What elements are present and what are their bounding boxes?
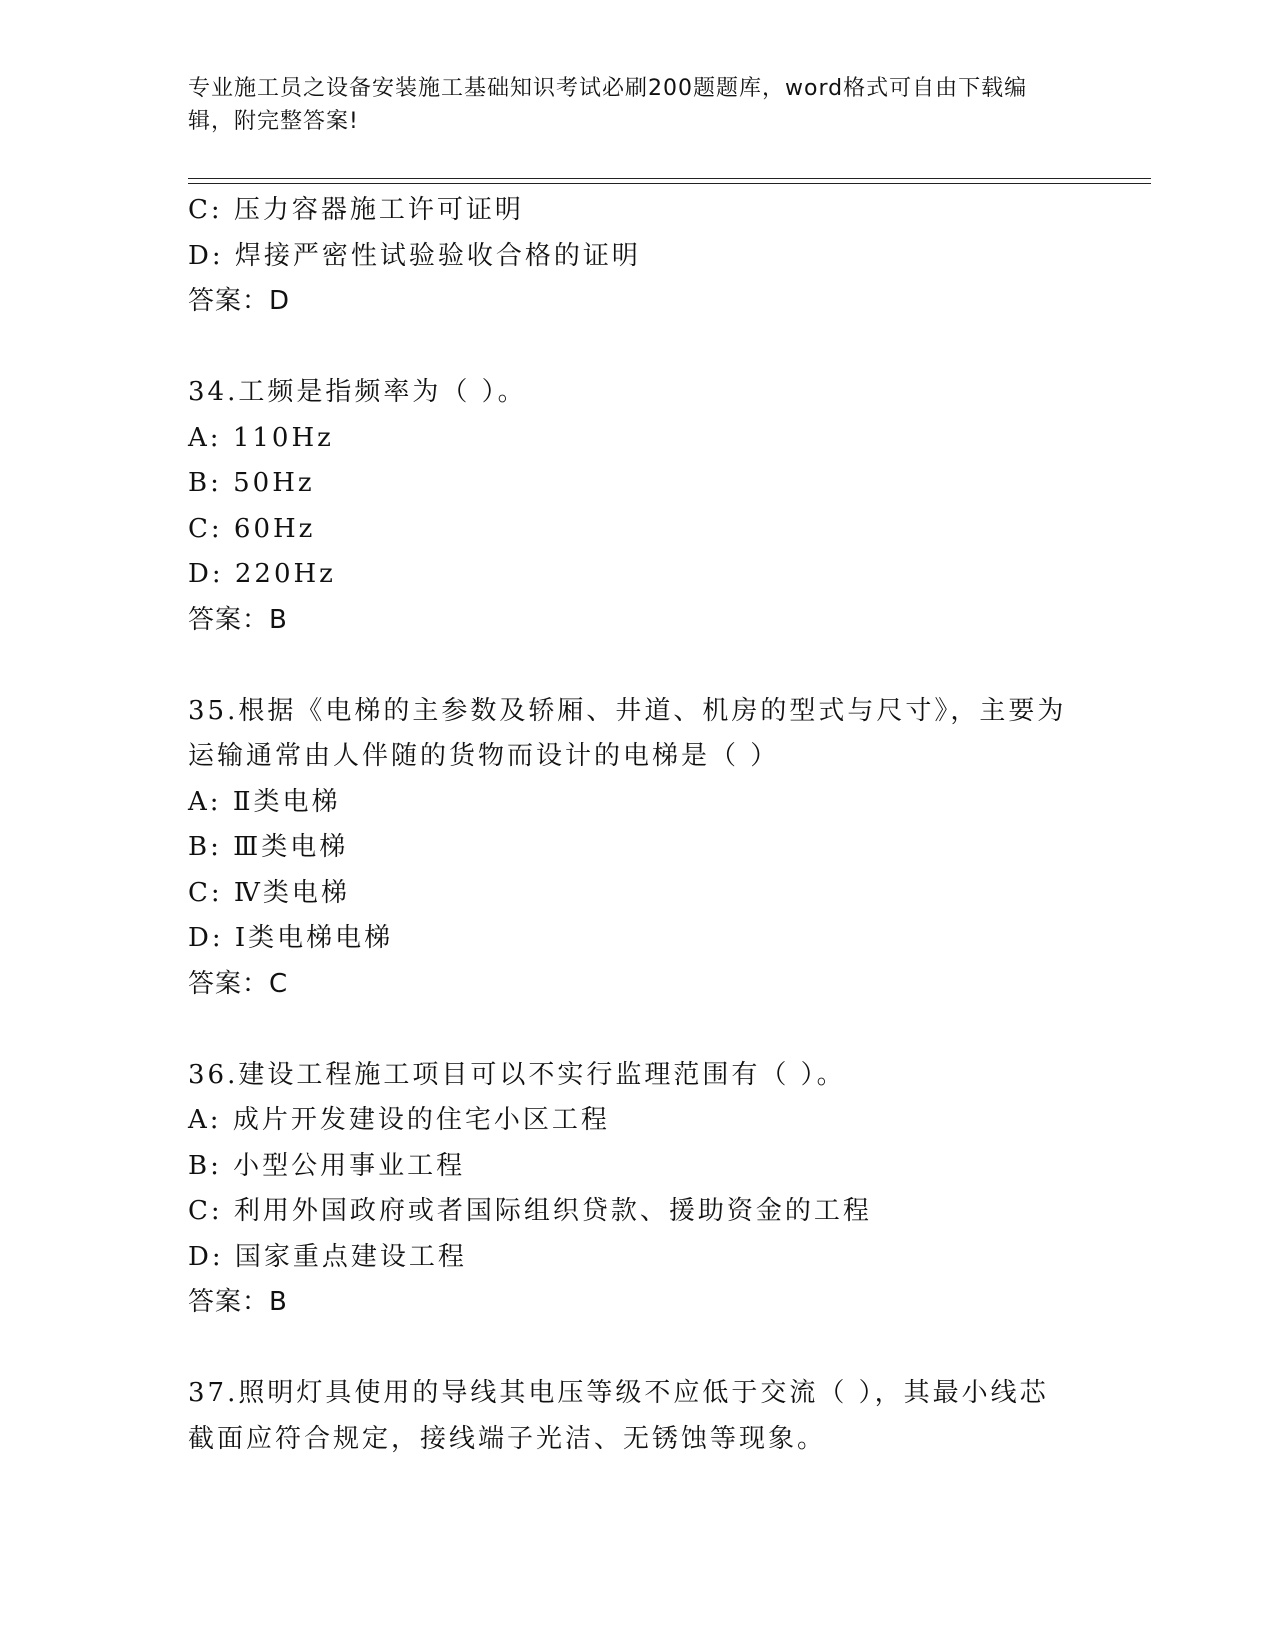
option-d: D: Ⅰ类电梯电梯: [188, 923, 394, 953]
question-35: [188, 689, 1088, 1008]
option-b: B: Ⅲ类电梯: [188, 832, 349, 862]
option-b: B: 小型公用事业工程: [188, 1150, 466, 1181]
answer: 答案：B: [188, 604, 288, 635]
option-c: C: 压力容器施工许可证明: [188, 195, 524, 225]
question-34: [188, 370, 1088, 643]
spacer: [188, 325, 1088, 371]
option-a: A: 成片开发建设的住宅小区工程: [188, 1105, 610, 1135]
question-stem: 36.建设工程施工项目可以不实行监理范围有（ ）。: [188, 1059, 846, 1090]
question-stem: 34.工频是指频率为（ ）。: [188, 377, 527, 407]
document-header: [188, 72, 1068, 138]
option-b: B: 50Hz: [188, 468, 315, 498]
header-text: 专业施工员之设备安装施工基础知识考试必刷200题题库，word格式可自由下载编辑，附完整答案!: [188, 76, 1028, 134]
answer: 答案：B: [188, 1287, 288, 1317]
question-stem-continued: 运输通常由人伴随的货物而设计的电梯是（ ）: [188, 741, 780, 771]
question-37: [188, 1371, 1088, 1462]
header-divider-bottom: [188, 183, 1151, 184]
question-stem: 37.照明灯具使用的导线其电压等级不应低于交流（ ），其最小线芯: [188, 1378, 1049, 1408]
spacer: [188, 1326, 1088, 1372]
question-list: [188, 188, 1088, 1462]
question-36: [188, 1053, 1088, 1326]
answer: 答案：C: [188, 968, 289, 999]
option-a: A: Ⅱ类电梯: [188, 786, 341, 817]
spacer: [188, 643, 1088, 689]
option-c: C: Ⅳ类电梯: [188, 877, 350, 908]
option-d: D: 220Hz: [188, 559, 336, 589]
option-c: C: 60Hz: [188, 513, 316, 544]
question-stem: 35.根据《电梯的主参数及轿厢、井道、机房的型式与尺寸》，主要为: [188, 695, 1067, 726]
question-continued: [188, 188, 1088, 325]
option-d: D: 焊接严密性试验验收合格的证明: [188, 240, 641, 271]
option-c: C: 利用外国政府或者国际组织贷款、援助资金的工程: [188, 1196, 872, 1226]
question-stem-continued: 截面应符合规定，接线端子光洁、无锈蚀等现象。: [188, 1423, 827, 1454]
header-divider-top: [188, 178, 1151, 179]
option-d: D: 国家重点建设工程: [188, 1241, 467, 1272]
spacer: [188, 1007, 1088, 1053]
option-a: A: 110Hz: [188, 422, 334, 453]
answer: 答案：D: [188, 286, 291, 316]
